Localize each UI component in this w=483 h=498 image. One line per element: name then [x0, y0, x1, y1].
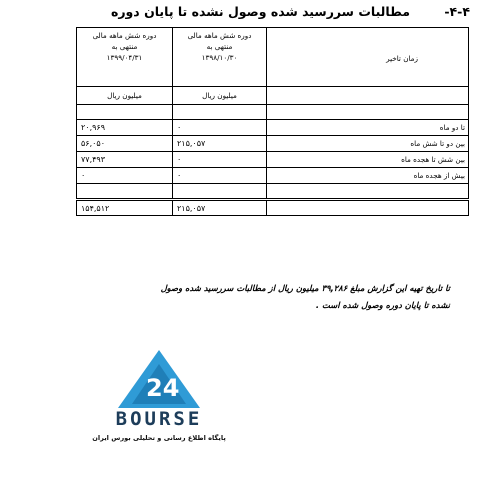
collection-note: [40, 280, 450, 314]
unit-1399: میلیون ریال: [77, 87, 173, 105]
unit-blank: [267, 87, 469, 105]
row-value-1398: ۰: [173, 168, 267, 184]
row-value-1399: ۵۶,۰۵۰: [77, 136, 173, 152]
header-1399-line-2: منتهی به: [111, 42, 138, 51]
header-1398-line-3: ۱۳۹۸/۱۰/۳۰: [201, 53, 238, 62]
spacer-row: [77, 105, 469, 120]
row-label: بین دو تا شش ماه: [267, 136, 469, 152]
logo-triangle-icon: [80, 334, 238, 414]
logo-brand: BOURSE: [115, 408, 203, 430]
section-title: مطالبات سررسید شده وصول نشده تا پایان دوره: [110, 4, 410, 19]
bourse24-logo: [80, 334, 238, 453]
header-delay-period: زمان تاخیر: [267, 28, 469, 87]
logo-tagline: پایگاه اطلاع رسانی و تحلیلی بورس ایران: [92, 434, 226, 442]
total-1398: ۲۱۵,۰۵۷: [173, 200, 267, 216]
section-heading: [110, 4, 470, 26]
total-1399: ۱۵۴,۵۱۲: [77, 200, 173, 216]
note-line-1: تا تاریخ تهیه این گزارش مبلغ ۳۹,۲۸۶ میلیون ریال از مطالبات سررسید شده وصول: [160, 283, 450, 293]
unit-1398: میلیون ریال: [173, 87, 267, 105]
table-header-row: [77, 28, 469, 87]
table-row: [77, 168, 469, 184]
receivables-aging-table: [76, 27, 469, 216]
row-value-1399: ۰: [77, 168, 173, 184]
header-1398-line-1: دوره شش ماهه مالی: [187, 31, 252, 40]
note-line-2: نشده تا پایان دوره وصول شده است .: [315, 300, 450, 310]
table-row: [77, 120, 469, 136]
logo-mark: 24: [146, 374, 180, 402]
row-value-1398: ۰: [173, 120, 267, 136]
header-period-1398: [173, 28, 267, 87]
table-row: [77, 152, 469, 168]
row-value-1398: ۰: [173, 152, 267, 168]
unit-row: [77, 87, 469, 105]
total-row: [77, 200, 469, 216]
header-1398-line-2: منتهی به: [206, 42, 233, 51]
row-value-1399: ۲۰,۹۶۹: [77, 120, 173, 136]
header-period-1399: [77, 28, 173, 87]
spacer-row: [77, 184, 469, 200]
total-label: [267, 200, 469, 216]
row-label: تا دو ماه: [267, 120, 469, 136]
row-label: بیش از هجده ماه: [267, 168, 469, 184]
section-number: ۴-۴-: [444, 4, 470, 19]
table-row: [77, 136, 469, 152]
row-value-1398: ۲۱۵,۰۵۷: [173, 136, 267, 152]
row-value-1399: ۷۷,۴۹۳: [77, 152, 173, 168]
header-1399-line-1: دوره شش ماهه مالی: [92, 31, 157, 40]
row-label: بین شش تا هجده ماه: [267, 152, 469, 168]
header-1399-line-3: ۱۳۹۹/۰۴/۳۱: [106, 53, 143, 62]
